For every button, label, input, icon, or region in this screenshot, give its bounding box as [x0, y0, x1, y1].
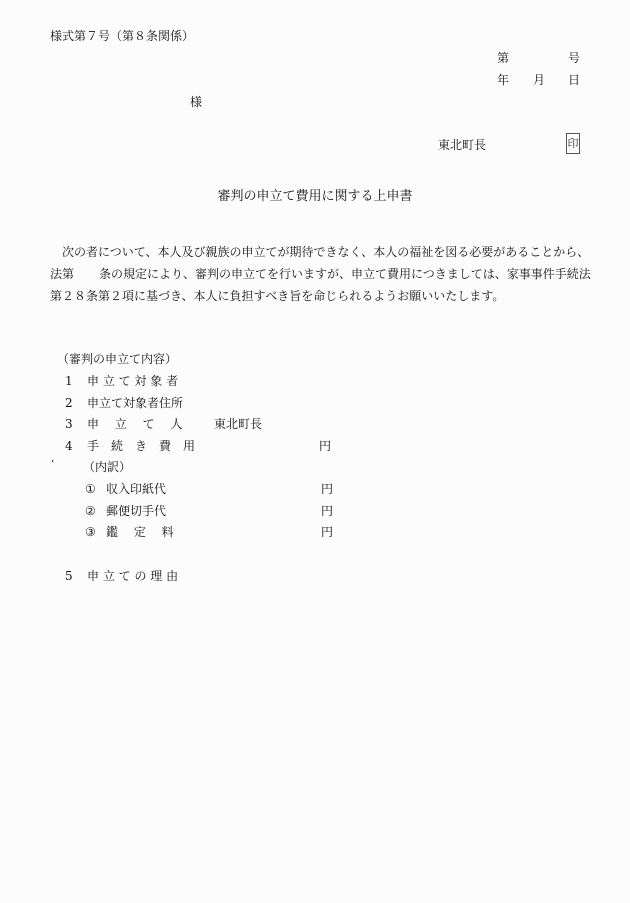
petitioner-value: 東北町長 — [214, 417, 263, 431]
breakdown-unit: 円 — [321, 482, 334, 496]
body-line-1: 次の者について、本人及び親族の申立てが期待できなく、本人の福祉を図る必要があることから、 — [62, 245, 590, 259]
breakdown-unit: 円 — [321, 525, 334, 539]
item-label-subject-address: 申立て対象者住所 — [87, 396, 184, 410]
seal-box: 印 — [566, 133, 580, 154]
breakdown-marker: ① — [85, 482, 96, 496]
sender-name: 東北町長 — [438, 138, 487, 152]
breakdown-label-stamp-fee: 収入印紙代 — [106, 482, 167, 496]
item-number: 5 — [65, 569, 73, 583]
item-number: 2 — [65, 396, 73, 410]
breakdown-heading: （内訳） — [83, 460, 132, 474]
item-label-reason: 申 立 て の 理 由 — [87, 569, 179, 583]
item-number: 4 — [65, 439, 73, 453]
breakdown-label-postage-fee: 郵便切手代 — [106, 504, 167, 518]
body-line-3: 第２８条第２項に基づき、本人に負担すべき旨を命じられるようお願いいたします。 — [50, 289, 505, 303]
body-line-2 — [50, 266, 591, 282]
breakdown-unit: 円 — [321, 504, 334, 518]
addressee-suffix: 様 — [190, 95, 203, 109]
document-number-prefix: 第 — [497, 51, 510, 65]
document-title: 審判の申立て費用に関する上申書 — [217, 189, 413, 204]
item-label-procedure-cost: 手 続 き 費 用 — [87, 439, 196, 453]
date-year: 年 — [497, 73, 510, 87]
form-number: 様式第７号（第８条関係） — [50, 29, 195, 43]
item-label-subject: 申 立 て 対 象 者 — [87, 374, 179, 388]
body-line-2-rest: 条の規定により、審判の申立てを行いますが、申立て費用につきましては、家事事件手続法 — [99, 267, 591, 281]
item-number: 3 — [65, 417, 73, 431]
date-day: 日 — [568, 73, 581, 87]
breakdown-label-appraisal-fee: 鑑 定 料 — [106, 525, 174, 539]
date-month: 月 — [533, 73, 546, 87]
contents-heading: （審判の申立て内容） — [57, 352, 178, 366]
item-number: 1 — [65, 374, 73, 388]
breakdown-marker: ③ — [85, 525, 96, 539]
procedure-cost-unit: 円 — [319, 439, 332, 453]
document-number-suffix: 号 — [568, 51, 581, 65]
item-label-petitioner: 申 立 て 人 — [87, 417, 183, 431]
breakdown-marker: ② — [85, 504, 96, 518]
stray-mark: ‘ — [51, 459, 55, 470]
body-line-2-law: 法第 — [50, 267, 75, 281]
